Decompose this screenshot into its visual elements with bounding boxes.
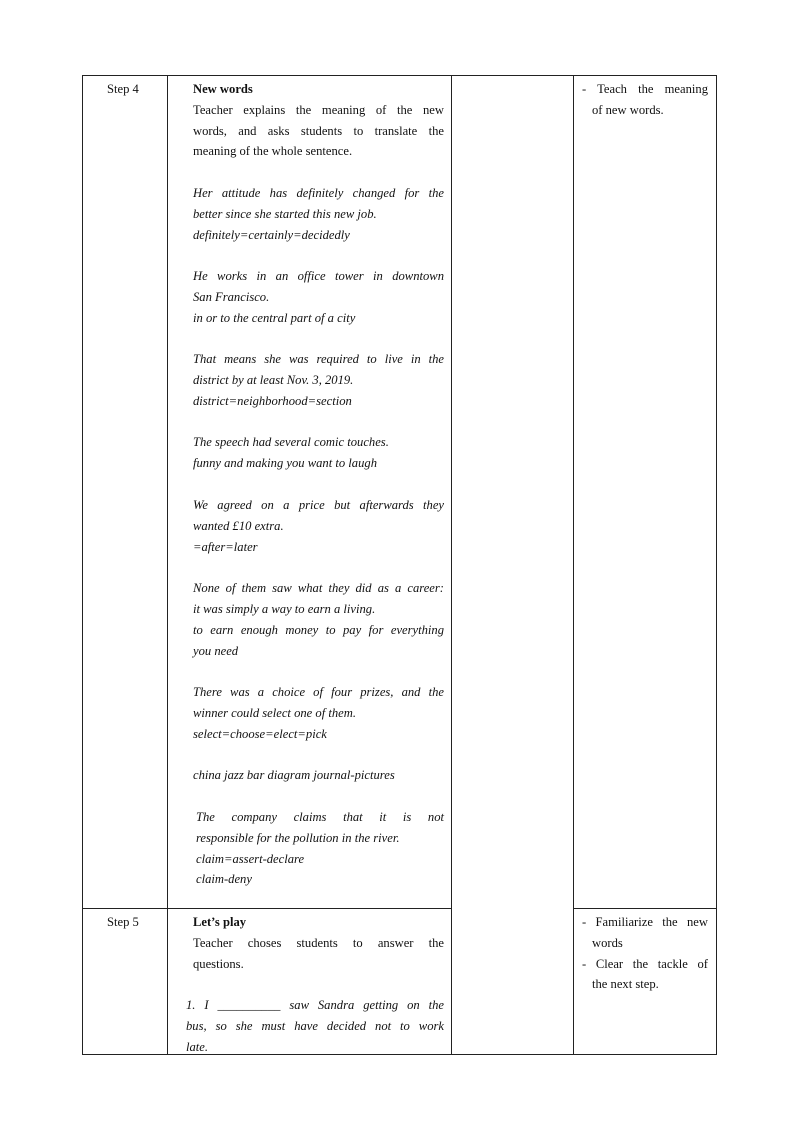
- table-top-border: [82, 75, 716, 76]
- step-4-title: New words: [193, 82, 253, 96]
- column-divider-1: [167, 75, 168, 1055]
- example-note: funny and making you want to laugh: [193, 456, 377, 470]
- step-5-purpose: - Clear the tackle of: [582, 957, 708, 971]
- example-sentence: The speech had several comic touches.: [193, 435, 389, 449]
- example-sentence: He works in an office tower in downtown: [193, 269, 444, 283]
- example-sentence: That means she was required to live in the: [193, 352, 444, 366]
- example-note: district=neighborhood=section: [193, 394, 352, 408]
- step-5-label: Step 5: [107, 915, 139, 929]
- step-5-purpose: the next step.: [592, 977, 659, 991]
- column-divider-3: [573, 75, 574, 1055]
- example-note: in or to the central part of a city: [193, 311, 356, 325]
- step-4-purpose: of new words.: [592, 103, 664, 117]
- example-sentence: better since she started this new job.: [193, 207, 377, 221]
- example-sentence: wanted £10 extra.: [193, 519, 284, 533]
- step-4-label: Step 4: [107, 82, 139, 96]
- step-5-purpose: words: [592, 936, 623, 950]
- example-note: claim=assert-declare: [196, 852, 305, 866]
- example-sentence: it was simply a way to earn a living.: [193, 602, 376, 616]
- example-sentence: There was a choice of four prizes, and the: [193, 685, 444, 699]
- example-note: to earn enough money to pay for everything: [193, 623, 444, 637]
- table-bottom-border: [82, 1054, 716, 1055]
- step-5-purpose: - Familiarize the new: [582, 915, 708, 929]
- table-right-border: [716, 75, 717, 1055]
- example-sentence: responsible for the pollution in the river.: [196, 831, 400, 845]
- example-sentence: Her attitude has definitely changed for the: [193, 186, 444, 200]
- row-divider-right: [573, 908, 716, 909]
- row-divider: [82, 908, 451, 909]
- vocabulary-list: china jazz bar diagram journal-pictures: [193, 768, 395, 782]
- step-4-intro-line: words, and asks students to translate the: [193, 124, 444, 138]
- step-4-intro-line: meaning of the whole sentence.: [193, 144, 353, 158]
- example-sentence: The company claims that it is not: [196, 810, 444, 824]
- example-sentence: San Francisco.: [193, 290, 270, 304]
- example-sentence: winner could select one of them.: [193, 706, 356, 720]
- example-sentence: We agreed on a price but afterwards they: [193, 498, 444, 512]
- question-line: 1. I __________ saw Sandra getting on the: [186, 998, 444, 1012]
- step-5-intro-line: questions.: [193, 957, 244, 971]
- example-note: select=choose=elect=pick: [193, 727, 327, 741]
- column-divider-2: [451, 75, 452, 1055]
- question-line: late.: [186, 1040, 209, 1054]
- example-sentence: district by at least Nov. 3, 2019.: [193, 373, 354, 387]
- example-note: you need: [193, 644, 239, 658]
- example-sentence: None of them saw what they did as a career:: [193, 581, 444, 595]
- table-left-border: [82, 75, 83, 1055]
- step-4-intro-line: Teacher explains the meaning of the new: [193, 103, 444, 117]
- step-4-purpose: - Teach the meaning: [582, 82, 708, 96]
- example-note: =after=later: [193, 540, 258, 554]
- example-note: definitely=certainly=decidedly: [193, 228, 350, 242]
- step-5-title: Let’s play: [193, 915, 247, 929]
- example-note: claim-deny: [196, 872, 252, 886]
- step-5-intro-line: Teacher choses students to answer the: [193, 936, 444, 950]
- question-line: bus, so she must have decided not to work: [186, 1019, 444, 1033]
